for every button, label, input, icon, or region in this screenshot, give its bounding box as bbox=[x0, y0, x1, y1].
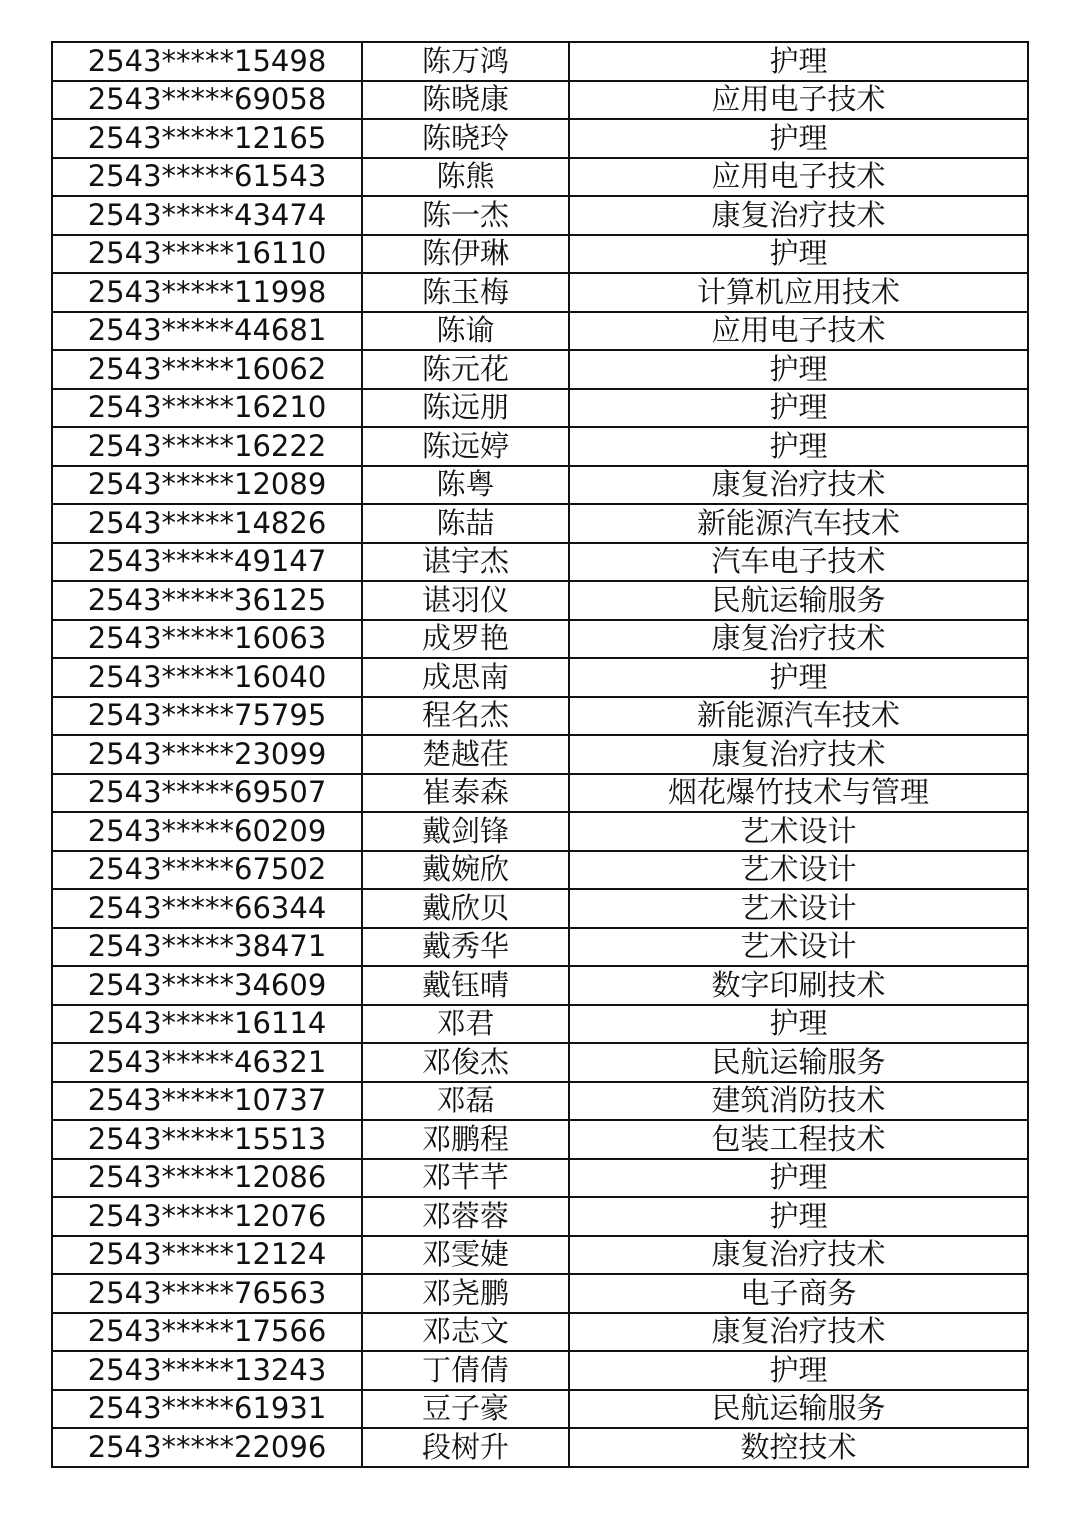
table-row bbox=[52, 119, 1028, 158]
student-list-table bbox=[51, 41, 1029, 1468]
table-row bbox=[52, 543, 1028, 582]
id-cell: 2543*****16062 bbox=[52, 350, 362, 389]
table-row bbox=[52, 158, 1028, 197]
id-cell: 2543*****44681 bbox=[52, 312, 362, 351]
major-cell: 护理 bbox=[569, 1005, 1028, 1044]
table-row bbox=[52, 735, 1028, 774]
id-cell: 2543*****67502 bbox=[52, 851, 362, 890]
id-cell: 2543*****23099 bbox=[52, 735, 362, 774]
major-cell: 康复治疗技术 bbox=[569, 1313, 1028, 1352]
id-cell: 2543*****12076 bbox=[52, 1197, 362, 1236]
major-cell: 艺术设计 bbox=[569, 851, 1028, 890]
name-cell: 邓尧鹏 bbox=[362, 1274, 569, 1313]
table-row bbox=[52, 774, 1028, 813]
major-cell: 应用电子技术 bbox=[569, 312, 1028, 351]
major-cell: 电子商务 bbox=[569, 1274, 1028, 1313]
table-row bbox=[52, 620, 1028, 659]
table-row bbox=[52, 389, 1028, 428]
table-row bbox=[52, 1159, 1028, 1198]
id-cell: 2543*****11998 bbox=[52, 273, 362, 312]
id-cell: 2543*****69058 bbox=[52, 81, 362, 120]
major-cell: 艺术设计 bbox=[569, 812, 1028, 851]
name-cell: 戴钰晴 bbox=[362, 966, 569, 1005]
name-cell: 邓芊芊 bbox=[362, 1159, 569, 1198]
id-cell: 2543*****22096 bbox=[52, 1428, 362, 1467]
major-cell: 护理 bbox=[569, 119, 1028, 158]
table-row bbox=[52, 1082, 1028, 1121]
major-cell: 新能源汽车技术 bbox=[569, 504, 1028, 543]
name-cell: 成罗艳 bbox=[362, 620, 569, 659]
table-row bbox=[52, 697, 1028, 736]
table-row bbox=[52, 1236, 1028, 1275]
id-cell: 2543*****61931 bbox=[52, 1390, 362, 1429]
id-cell: 2543*****12124 bbox=[52, 1236, 362, 1275]
id-cell: 2543*****76563 bbox=[52, 1274, 362, 1313]
id-cell: 2543*****36125 bbox=[52, 581, 362, 620]
table-row bbox=[52, 312, 1028, 351]
name-cell: 邓俊杰 bbox=[362, 1043, 569, 1082]
name-cell: 陈万鸿 bbox=[362, 42, 569, 81]
table-row bbox=[52, 928, 1028, 967]
id-cell: 2543*****10737 bbox=[52, 1082, 362, 1121]
name-cell: 陈谕 bbox=[362, 312, 569, 351]
table-row bbox=[52, 1274, 1028, 1313]
major-cell: 汽车电子技术 bbox=[569, 543, 1028, 582]
name-cell: 陈玉梅 bbox=[362, 273, 569, 312]
id-cell: 2543*****43474 bbox=[52, 196, 362, 235]
table-row bbox=[52, 1351, 1028, 1390]
major-cell: 康复治疗技术 bbox=[569, 196, 1028, 235]
table-row bbox=[52, 851, 1028, 890]
major-cell: 护理 bbox=[569, 350, 1028, 389]
name-cell: 陈伊琳 bbox=[362, 235, 569, 274]
name-cell: 陈喆 bbox=[362, 504, 569, 543]
major-cell: 护理 bbox=[569, 1197, 1028, 1236]
major-cell: 建筑消防技术 bbox=[569, 1082, 1028, 1121]
name-cell: 戴剑锋 bbox=[362, 812, 569, 851]
name-cell: 邓君 bbox=[362, 1005, 569, 1044]
major-cell: 应用电子技术 bbox=[569, 158, 1028, 197]
id-cell: 2543*****16210 bbox=[52, 389, 362, 428]
table-row bbox=[52, 966, 1028, 1005]
major-cell: 应用电子技术 bbox=[569, 81, 1028, 120]
name-cell: 陈熊 bbox=[362, 158, 569, 197]
major-cell: 艺术设计 bbox=[569, 928, 1028, 967]
table-row bbox=[52, 889, 1028, 928]
major-cell: 护理 bbox=[569, 1159, 1028, 1198]
name-cell: 谌羽仪 bbox=[362, 581, 569, 620]
major-cell: 民航运输服务 bbox=[569, 1043, 1028, 1082]
table-row bbox=[52, 581, 1028, 620]
id-cell: 2543*****16222 bbox=[52, 427, 362, 466]
name-cell: 成思南 bbox=[362, 658, 569, 697]
id-cell: 2543*****17566 bbox=[52, 1313, 362, 1352]
major-cell: 烟花爆竹技术与管理 bbox=[569, 774, 1028, 813]
id-cell: 2543*****69507 bbox=[52, 774, 362, 813]
name-cell: 陈远朋 bbox=[362, 389, 569, 428]
major-cell: 护理 bbox=[569, 235, 1028, 274]
id-cell: 2543*****12165 bbox=[52, 119, 362, 158]
major-cell: 护理 bbox=[569, 1351, 1028, 1390]
name-cell: 陈一杰 bbox=[362, 196, 569, 235]
major-cell: 民航运输服务 bbox=[569, 1390, 1028, 1429]
major-cell: 护理 bbox=[569, 658, 1028, 697]
table-row bbox=[52, 1390, 1028, 1429]
major-cell: 护理 bbox=[569, 427, 1028, 466]
table-row bbox=[52, 1197, 1028, 1236]
name-cell: 丁倩倩 bbox=[362, 1351, 569, 1390]
name-cell: 邓蓉蓉 bbox=[362, 1197, 569, 1236]
major-cell: 艺术设计 bbox=[569, 889, 1028, 928]
id-cell: 2543*****16040 bbox=[52, 658, 362, 697]
id-cell: 2543*****12086 bbox=[52, 1159, 362, 1198]
name-cell: 戴欣贝 bbox=[362, 889, 569, 928]
table-row bbox=[52, 81, 1028, 120]
id-cell: 2543*****12089 bbox=[52, 466, 362, 505]
major-cell: 新能源汽车技术 bbox=[569, 697, 1028, 736]
major-cell: 康复治疗技术 bbox=[569, 735, 1028, 774]
major-cell: 包装工程技术 bbox=[569, 1120, 1028, 1159]
table-body bbox=[52, 42, 1028, 1467]
table-row bbox=[52, 812, 1028, 851]
table-row bbox=[52, 1428, 1028, 1467]
table-row bbox=[52, 427, 1028, 466]
table-row bbox=[52, 273, 1028, 312]
table-row bbox=[52, 196, 1028, 235]
table-row bbox=[52, 42, 1028, 81]
name-cell: 邓志文 bbox=[362, 1313, 569, 1352]
id-cell: 2543*****16063 bbox=[52, 620, 362, 659]
name-cell: 陈晓康 bbox=[362, 81, 569, 120]
name-cell: 陈晓玲 bbox=[362, 119, 569, 158]
table-row bbox=[52, 658, 1028, 697]
name-cell: 楚越荏 bbox=[362, 735, 569, 774]
major-cell: 康复治疗技术 bbox=[569, 466, 1028, 505]
id-cell: 2543*****60209 bbox=[52, 812, 362, 851]
name-cell: 陈元花 bbox=[362, 350, 569, 389]
name-cell: 谌宇杰 bbox=[362, 543, 569, 582]
name-cell: 程名杰 bbox=[362, 697, 569, 736]
major-cell: 康复治疗技术 bbox=[569, 620, 1028, 659]
id-cell: 2543*****49147 bbox=[52, 543, 362, 582]
table-row bbox=[52, 466, 1028, 505]
name-cell: 陈粤 bbox=[362, 466, 569, 505]
table-row bbox=[52, 350, 1028, 389]
major-cell: 护理 bbox=[569, 42, 1028, 81]
major-cell: 民航运输服务 bbox=[569, 581, 1028, 620]
table-row bbox=[52, 235, 1028, 274]
table-row bbox=[52, 504, 1028, 543]
id-cell: 2543*****16114 bbox=[52, 1005, 362, 1044]
major-cell: 计算机应用技术 bbox=[569, 273, 1028, 312]
id-cell: 2543*****38471 bbox=[52, 928, 362, 967]
major-cell: 护理 bbox=[569, 389, 1028, 428]
table-row bbox=[52, 1005, 1028, 1044]
table-row bbox=[52, 1120, 1028, 1159]
major-cell: 康复治疗技术 bbox=[569, 1236, 1028, 1275]
id-cell: 2543*****15498 bbox=[52, 42, 362, 81]
major-cell: 数字印刷技术 bbox=[569, 966, 1028, 1005]
name-cell: 邓鹏程 bbox=[362, 1120, 569, 1159]
name-cell: 戴秀华 bbox=[362, 928, 569, 967]
id-cell: 2543*****16110 bbox=[52, 235, 362, 274]
name-cell: 崔泰森 bbox=[362, 774, 569, 813]
id-cell: 2543*****66344 bbox=[52, 889, 362, 928]
table-row bbox=[52, 1043, 1028, 1082]
name-cell: 邓磊 bbox=[362, 1082, 569, 1121]
id-cell: 2543*****13243 bbox=[52, 1351, 362, 1390]
name-cell: 邓雯婕 bbox=[362, 1236, 569, 1275]
table-row bbox=[52, 1313, 1028, 1352]
id-cell: 2543*****46321 bbox=[52, 1043, 362, 1082]
name-cell: 段树升 bbox=[362, 1428, 569, 1467]
name-cell: 陈远婷 bbox=[362, 427, 569, 466]
id-cell: 2543*****15513 bbox=[52, 1120, 362, 1159]
id-cell: 2543*****14826 bbox=[52, 504, 362, 543]
id-cell: 2543*****34609 bbox=[52, 966, 362, 1005]
name-cell: 豆子豪 bbox=[362, 1390, 569, 1429]
name-cell: 戴婉欣 bbox=[362, 851, 569, 890]
id-cell: 2543*****61543 bbox=[52, 158, 362, 197]
id-cell: 2543*****75795 bbox=[52, 697, 362, 736]
major-cell: 数控技术 bbox=[569, 1428, 1028, 1467]
